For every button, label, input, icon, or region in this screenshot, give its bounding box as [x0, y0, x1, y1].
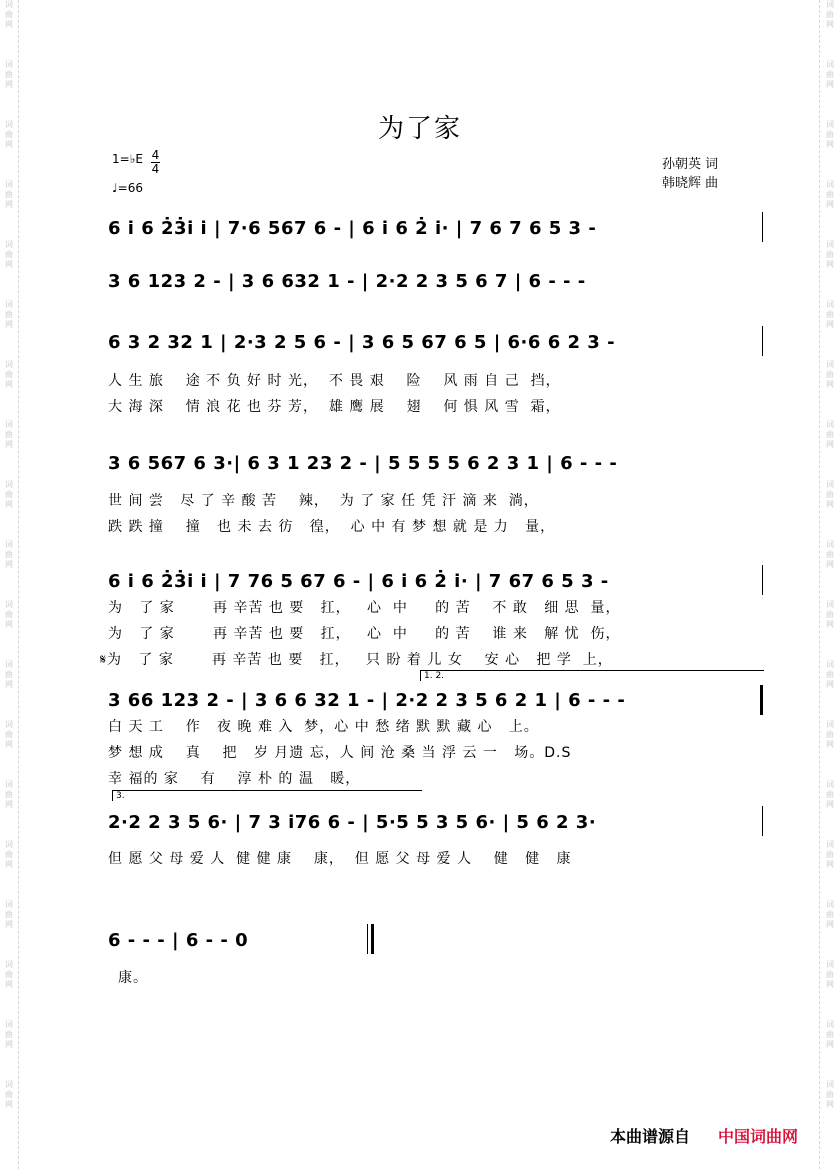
- lyrics-6-verse-3: 幸 福的 家 有 淳 朴 的 温 暖，: [108, 771, 361, 787]
- watermark-text: 词 曲 网: [5, 360, 13, 389]
- watermark-text: 词 曲 网: [5, 840, 13, 869]
- lyrics-5-verse-3: 𝄋为 了 家 再 辛苦 也 要 扛， 只 盼 着 儿 女 安 心 把 学 上，: [100, 652, 613, 668]
- watermark-text: 词 曲 网: [826, 600, 834, 629]
- lyrics-7: 但 愿 父 母 爱 人 健 健 康 康， 但 愿 父 母 爱 人 健 健 康: [108, 851, 572, 867]
- watermark-text: 词 曲 网: [5, 60, 13, 89]
- watermark-text: 词 曲 网: [826, 780, 834, 809]
- lyrics-5-verse-1: 为 了 家 再 辛苦 也 要 扛， 心 中 的 苦 不 敢 细 思 量，: [108, 600, 621, 616]
- barline: [762, 326, 763, 356]
- lyrics-4-verse-2: 跌 跌 撞 撞 也 未 去 彷 徨， 心 中 有 梦 想 就 是 力 量，: [108, 519, 556, 535]
- site-link[interactable]: 中国词曲网: [718, 1127, 799, 1146]
- watermark-text: 词 曲 网: [826, 660, 834, 689]
- notation-line-2: 3 6 123 2 - | 3 6 632 1 - | 2·2 2 3 5 6 7 | 6 - - -: [108, 271, 586, 292]
- watermark-text: 词 曲 网: [5, 720, 13, 749]
- watermark-text: 词 曲 网: [826, 480, 834, 509]
- time-top: 4: [151, 148, 160, 162]
- watermark-text: 词 曲 网: [826, 540, 834, 569]
- key-signature: 1=♭E: [112, 152, 143, 166]
- watermark-text: 词 曲 网: [826, 720, 834, 749]
- watermark-text: 词 曲 网: [826, 1080, 834, 1109]
- song-title: 为了家: [377, 114, 462, 144]
- watermark-text: 词 曲 网: [5, 900, 13, 929]
- watermark-text: 词 曲 网: [5, 780, 13, 809]
- tempo-marking: ♩=66: [112, 181, 143, 195]
- watermark-text: 词 曲 网: [5, 600, 13, 629]
- watermark-text: 词 曲 网: [5, 480, 13, 509]
- watermark-text: 词 曲 网: [826, 960, 834, 989]
- watermark-text: 词 曲 网: [826, 240, 834, 269]
- watermark-text: 词 曲 网: [5, 660, 13, 689]
- notation-line-3: 6 3 2 32 1 | 2·3 2 5 6 - | 3 6 5 67 6 5 | 6·6 6 2 3 -: [108, 332, 616, 353]
- watermark-right: [823, 0, 837, 1140]
- time-bottom: 4: [151, 162, 160, 176]
- watermark-text: 词 曲 网: [5, 540, 13, 569]
- watermark-text: 词 曲 网: [826, 900, 834, 929]
- watermark-text: 词 曲 网: [826, 0, 834, 29]
- repeat-barline: [760, 685, 763, 715]
- notation-line-8: 6 - - - | 6 - - 0: [108, 930, 249, 951]
- notation-line-5: 6 i 6 2̇3̇i i | 7 76 5 67 6 - | 6 i 6 2̇ i· | 7 67 6 5 3 -: [108, 571, 609, 592]
- lyricist-credit: 孙朝英 词: [662, 157, 719, 172]
- watermark-text: 词 曲 网: [5, 1080, 13, 1109]
- watermark-text: 词 曲 网: [826, 300, 834, 329]
- lyrics-8: 康。: [118, 970, 148, 986]
- final-barline-thick: [371, 924, 374, 954]
- watermark-text: 词 曲 网: [5, 120, 13, 149]
- lyrics-4-verse-1: 世 间 尝 尽 了 辛 酸 苦 辣， 为 了 家 任 凭 汗 滴 来 淌，: [108, 493, 539, 509]
- time-signature: [151, 149, 160, 176]
- barline: [762, 806, 763, 836]
- watermark-left: [2, 0, 16, 1140]
- watermark-text: 词 曲 网: [5, 180, 13, 209]
- right-border: [819, 0, 820, 1169]
- watermark-text: 词 曲 网: [5, 0, 13, 29]
- source-label: 本曲谱源自: [610, 1127, 691, 1146]
- barline: [762, 565, 763, 595]
- watermark-text: 词 曲 网: [826, 1020, 834, 1049]
- watermark-text: 词 曲 网: [5, 960, 13, 989]
- watermark-text: 词 曲 网: [5, 1020, 13, 1049]
- composer-credit: 韩晓辉 曲: [662, 176, 719, 191]
- lyrics-3-verse-1: 人 生 旅 途 不 负 好 时 光， 不 畏 艰 险 风 雨 自 己 挡，: [108, 373, 561, 389]
- lyrics-3-verse-2: 大 海 深 情 浪 花 也 芬 芳， 雄 鹰 展 翅 何 惧 风 雪 霜，: [108, 399, 561, 415]
- watermark-text: 词 曲 网: [826, 180, 834, 209]
- notation-line-7: 2·2 2 3 5 6· | 7 3 i76 6 - | 5·5 5 3 5 6· | 5 6 2 3·: [108, 812, 597, 833]
- watermark-text: 词 曲 网: [5, 300, 13, 329]
- barline: [762, 212, 763, 242]
- watermark-text: 词 曲 网: [826, 360, 834, 389]
- notation-line-6: 3 66 123 2 - | 3 6 6 32 1 - | 2·2 2 3 5 6 2 1 | 6 - - -: [108, 690, 626, 711]
- left-border: [18, 0, 19, 1169]
- watermark-text: 词 曲 网: [826, 60, 834, 89]
- notation-line-4: 3 6 567 6 3·| 6 3 1 23 2 - | 5 5 5 5 6 2 3 1 | 6 - - -: [108, 453, 618, 474]
- volta-bracket-3: 3.: [112, 790, 422, 801]
- lyrics-6-verse-2: 梦 想 成 真 把 岁 月遗 忘，人 间 沧 桑 当 浮 云 一 场。D.S: [108, 745, 572, 761]
- lyrics-5-verse-2: 为 了 家 再 辛苦 也 要 扛， 心 中 的 苦 谁 来 解 忧 伤，: [108, 626, 621, 642]
- lyrics-6-verse-1: 白 天 工 作 夜 晚 难 入 梦，心 中 愁 绪 默 默 藏 心 上。: [108, 719, 539, 735]
- watermark-text: 词 曲 网: [5, 240, 13, 269]
- watermark-text: 词 曲 网: [5, 420, 13, 449]
- watermark-text: 词 曲 网: [826, 840, 834, 869]
- notation-line-1: 6 i 6 2̇3̇i i | 7·6 567 6 - | 6 i 6 2̇ i· | 7 6 7 6 5 3 -: [108, 218, 597, 239]
- watermark-text: 词 曲 网: [826, 420, 834, 449]
- watermark-text: 词 曲 网: [826, 120, 834, 149]
- volta-bracket-1-2: 1. 2.: [420, 670, 764, 681]
- final-barline-thin: [367, 924, 368, 954]
